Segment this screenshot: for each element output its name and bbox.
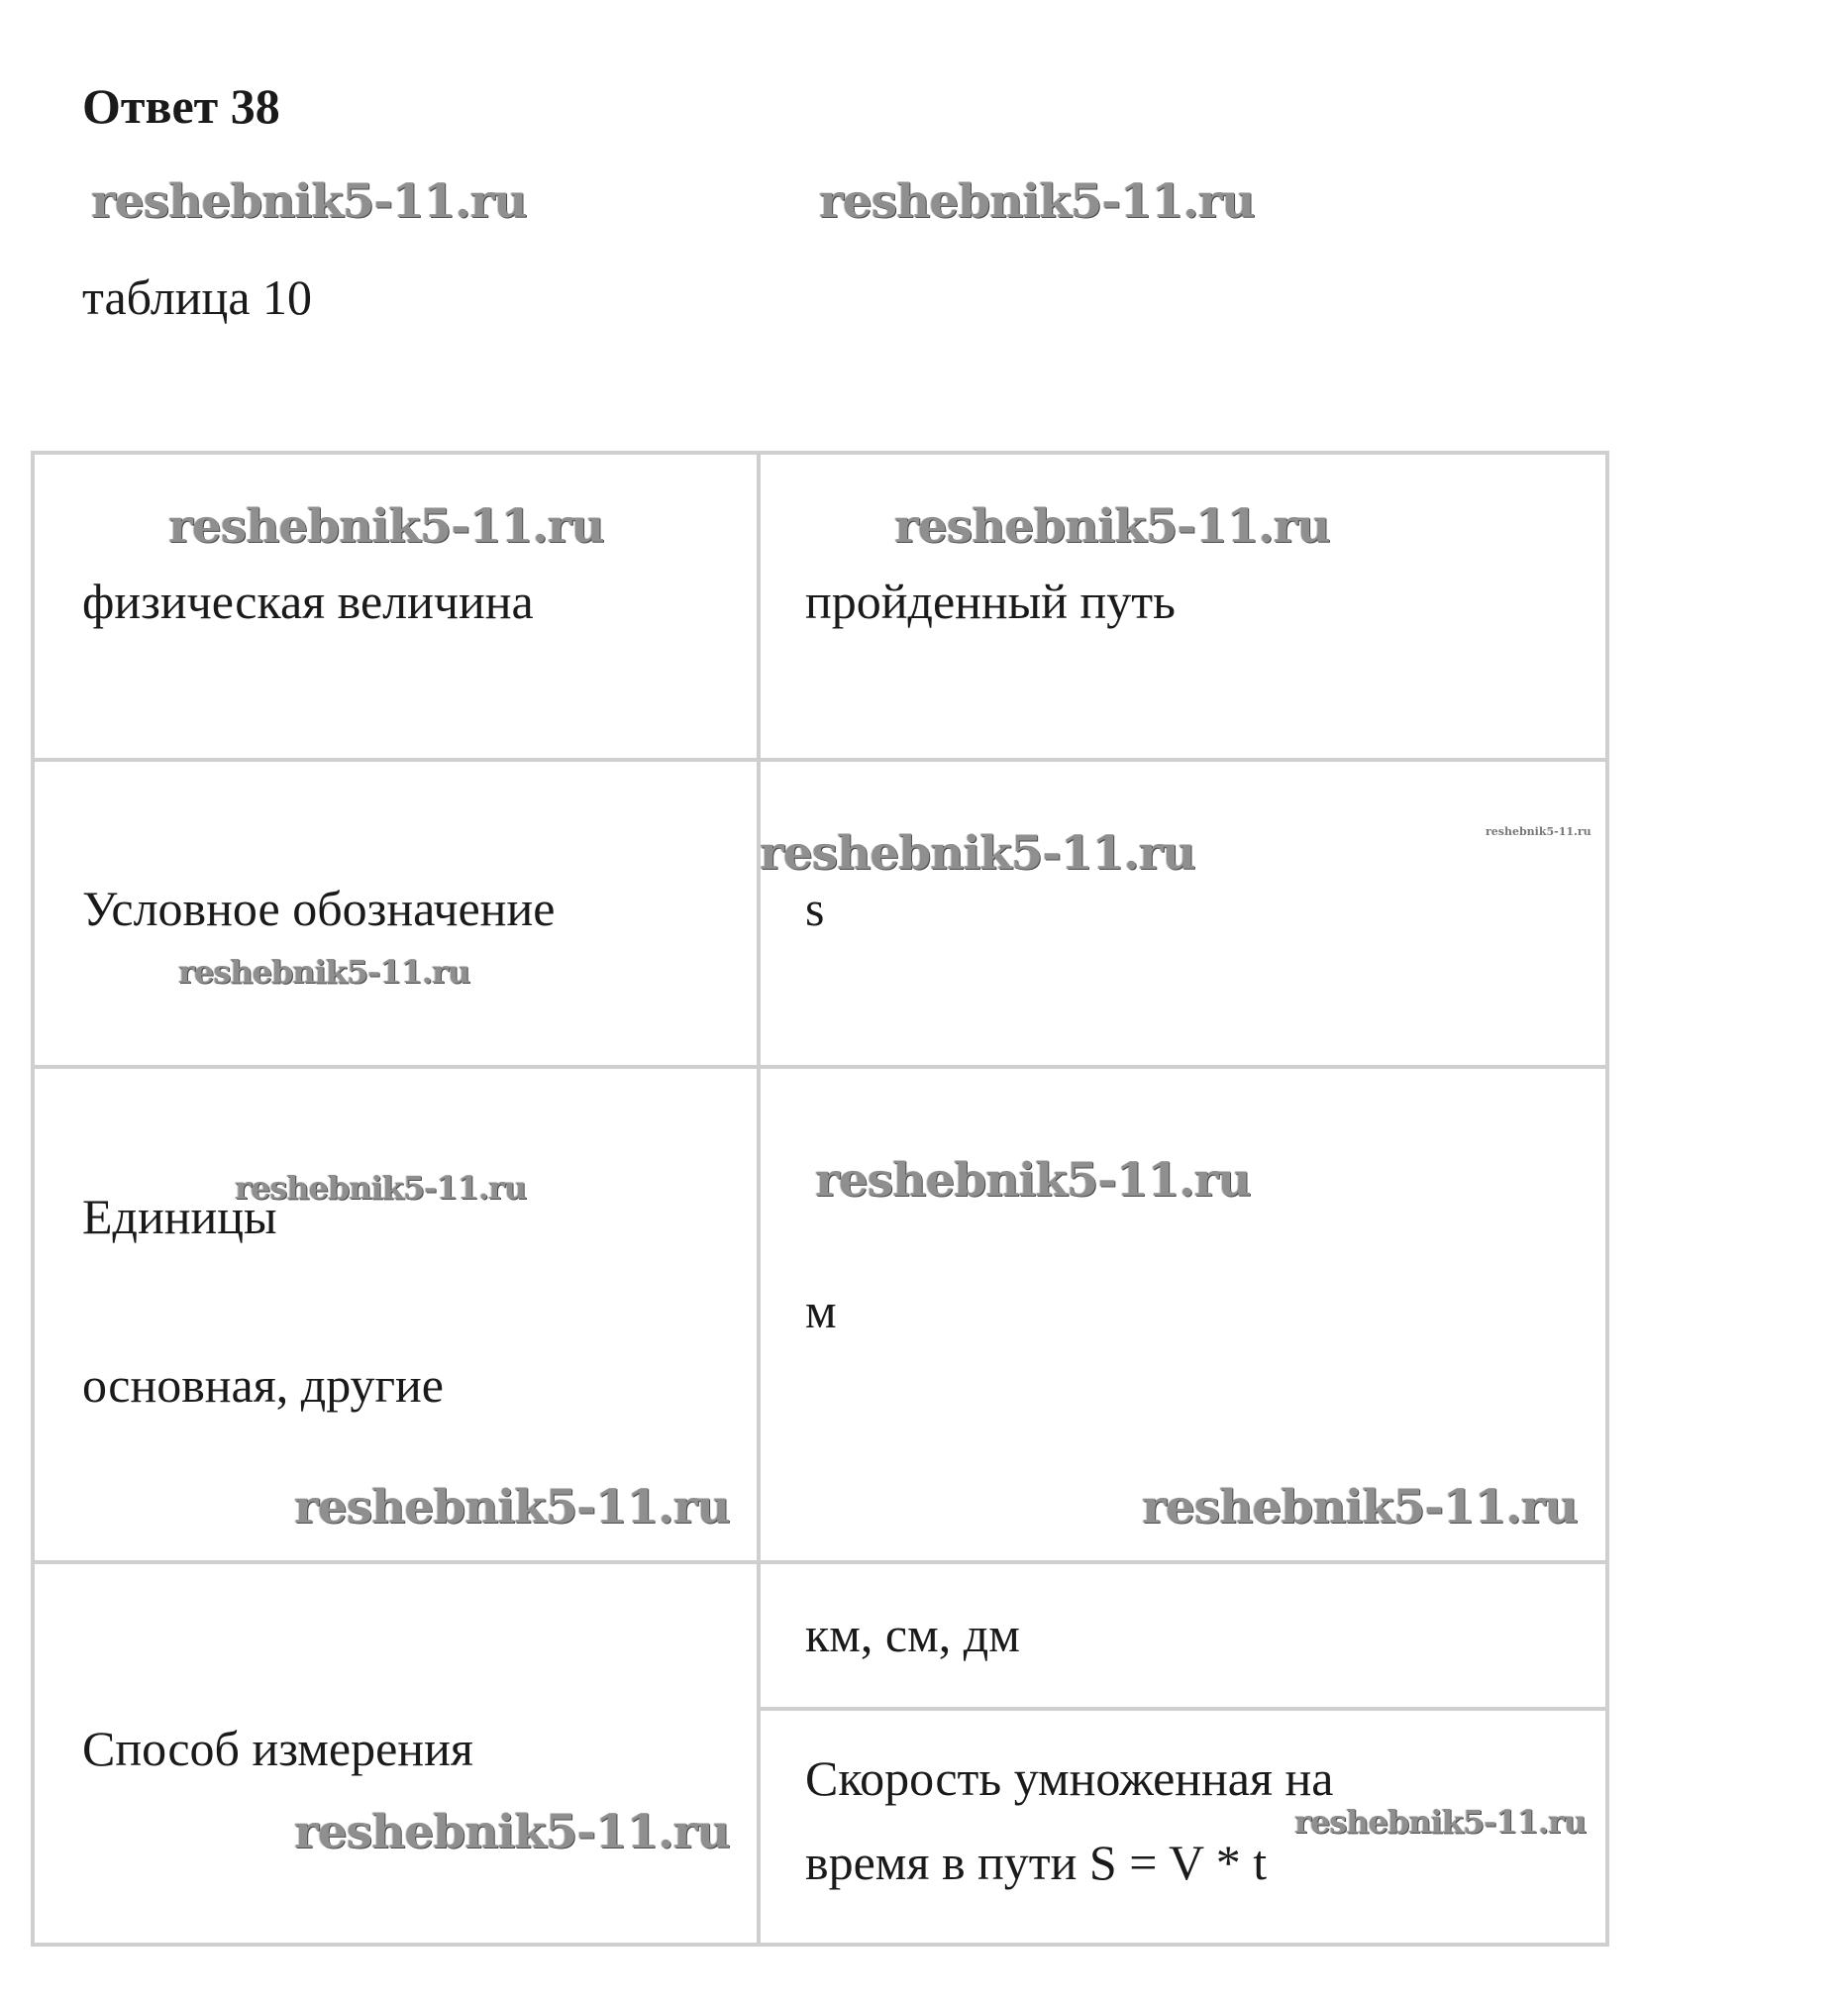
column-divider bbox=[757, 451, 761, 1947]
table-row-value: s bbox=[805, 881, 825, 936]
row-divider bbox=[31, 1560, 1609, 1564]
watermark: reshebnik5-11.ru bbox=[91, 174, 527, 229]
table-caption: таблица 10 bbox=[82, 269, 313, 325]
watermark: reshebnik5-11.ru bbox=[760, 826, 1195, 881]
table-row-label: Условное обозначение bbox=[82, 881, 556, 936]
watermark: reshebnik5-11.ru bbox=[178, 953, 470, 991]
table-row-value: м bbox=[805, 1283, 837, 1338]
watermark: reshebnik5-11.ru bbox=[1294, 1803, 1587, 1841]
watermark: reshebnik5-11.ru bbox=[819, 174, 1255, 229]
watermark: reshebnik5-11.ru bbox=[168, 499, 604, 554]
watermark: reshebnik5-11.ru bbox=[1486, 825, 1591, 838]
row-divider bbox=[31, 1065, 1609, 1069]
table-row-label: физическая величина bbox=[82, 574, 534, 629]
watermark: reshebnik5-11.ru bbox=[294, 1480, 730, 1534]
table-row-label: Единицы bbox=[82, 1189, 277, 1244]
watermark: reshebnik5-11.ru bbox=[1142, 1480, 1578, 1534]
table-row-label: Способ измерения bbox=[82, 1721, 473, 1776]
row-divider bbox=[31, 758, 1609, 762]
watermark: reshebnik5-11.ru bbox=[235, 1169, 527, 1207]
table-row-value: время в пути S = V * t bbox=[805, 1835, 1268, 1890]
table-row-value: км, см, дм bbox=[805, 1607, 1020, 1662]
table-row-value: пройденный путь bbox=[805, 574, 1176, 629]
table-row-label: основная, другие bbox=[82, 1357, 444, 1413]
watermark: reshebnik5-11.ru bbox=[294, 1805, 730, 1859]
table-row-value: Скорость умноженная на bbox=[805, 1750, 1334, 1806]
watermark: reshebnik5-11.ru bbox=[894, 499, 1330, 554]
page-heading: Ответ 38 bbox=[82, 78, 280, 134]
row-divider bbox=[757, 1707, 1609, 1711]
watermark: reshebnik5-11.ru bbox=[815, 1153, 1251, 1208]
